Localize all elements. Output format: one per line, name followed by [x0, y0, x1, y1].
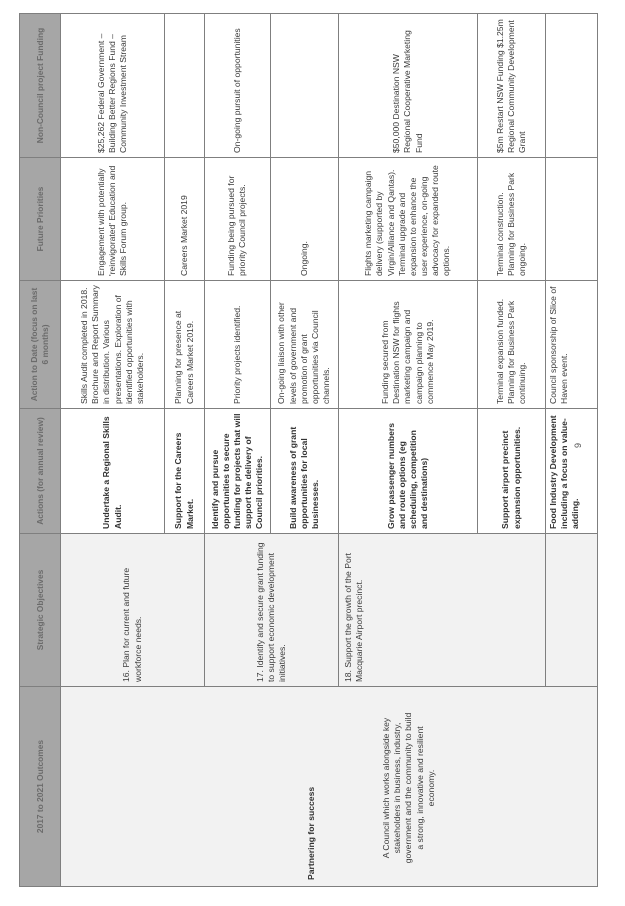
funding-cell: $25,262 Federal Government – Building Better Regions Fund – Community Investment Stream	[61, 14, 165, 158]
funding-cell	[546, 14, 598, 158]
future-cell: Flights marketing campaign delivery (supported by Virgin/Alliance and Qantas). Terminal upgrade and expansion to enhance the user experience, on-going advocacy for expanded route options.	[338, 158, 477, 281]
funding-cell: On-going pursuit of opportunities	[205, 14, 271, 158]
funding-cell: $50,000 Destination NSW Regional Cooperative Marketing Fund	[338, 14, 477, 158]
outcome-title: Partnering for success	[306, 786, 316, 880]
action-cell: Build awareness of grant opportunities for local businesses.	[270, 409, 338, 534]
outcome-description: A Council which works alongside key stakeholders in business, industry, government and the community to build a strong, innovative and resilient economy.	[381, 712, 436, 864]
objective-17: 17. Identify and secure grant funding to support economic development initiatives.	[205, 534, 339, 687]
future-cell: Engagement with potentially 'reinvigorated' Education and Skills Forum group.	[61, 158, 165, 281]
future-cell: Terminal construction. Planning for Business Park ongoing.	[478, 158, 546, 281]
to-date-cell: On-going liaison with other levels of government and promotion of grant opportunities via Council channels.	[270, 281, 338, 409]
to-date-cell: Priority projects identified.	[205, 281, 271, 409]
future-cell: Careers Market 2019	[165, 158, 205, 281]
header-actions: Actions (for annual review)	[20, 409, 61, 534]
action-cell: Undertake a Regional Skills Audit.	[61, 409, 165, 534]
to-date-cell: Funding secured from Destination NSW for flights marketing campaign and campaign planning to commence May 2019.	[338, 281, 477, 409]
to-date-cell: Council sponsorship of Slice of Haven event.	[546, 281, 598, 409]
objective-16: 16. Plan for current and future workforce needs.	[61, 534, 205, 687]
table-row	[61, 14, 165, 887]
action-cell: Support airport precinct expansion opportunities.	[478, 409, 546, 534]
objective-18: 18. Support the growth of the Port Macquarie Airport precinct.	[338, 534, 545, 687]
header-future-priorities: Future Priorities	[20, 158, 61, 281]
objective-empty	[546, 534, 598, 687]
header-strategic-objectives: Strategic Objectives	[20, 534, 61, 687]
future-cell: Funding being pursued for priority Council projects.	[205, 158, 271, 281]
to-date-cell: Skills Audit completed in 2018. Brochure and Report Summary in distribution. Various presentations. Exploration of identified opportunities with stakeholders.	[61, 281, 165, 409]
economic-development-table	[19, 13, 598, 887]
outcome-cell	[61, 687, 598, 887]
to-date-cell: Terminal expansion funded. Planning for Business Park continuing.	[478, 281, 546, 409]
page-number: 9	[573, 442, 583, 448]
action-cell: Food Industry Development including a focus on value-adding.	[546, 409, 598, 534]
to-date-cell: Planning for presence at Careers Market 2019.	[165, 281, 205, 409]
action-cell: Identify and pursue opportunities to secure funding for projects that will support the delivery of Council priorities.	[205, 409, 271, 534]
header-action-to-date: Action to Date (focus on last 6 months)	[20, 281, 61, 409]
funding-cell: $5m Restart NSW Funding $1.25m Regional Community Development Grant	[478, 14, 546, 158]
action-cell: Support for the Careers Market.	[165, 409, 205, 534]
action-cell: Grow passenger numbers and route options (eg scheduling, competition and destinations)	[338, 409, 477, 534]
header-outcomes: 2017 to 2021 Outcomes	[20, 687, 61, 887]
funding-cell	[270, 14, 338, 158]
future-cell	[546, 158, 598, 281]
header-row	[20, 14, 61, 887]
header-non-council-funding: Non-Council project Funding	[20, 14, 61, 158]
future-cell: Ongoing.	[270, 158, 338, 281]
funding-cell	[165, 14, 205, 158]
